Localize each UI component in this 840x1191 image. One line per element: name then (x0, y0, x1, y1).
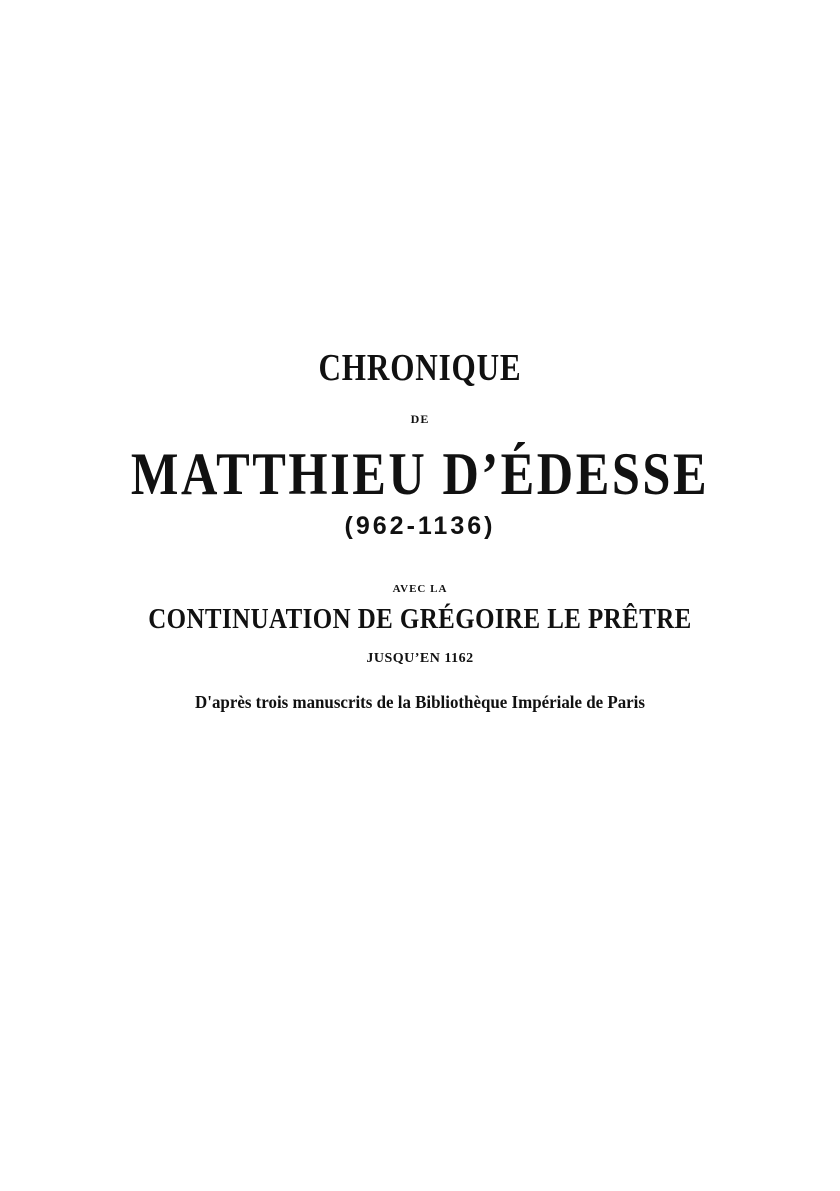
date-range: (962-1136) (344, 512, 496, 540)
author-name: MATTHIEU D’ÉDESSE (130, 441, 710, 507)
continuation-end-date: JUSQU’EN 1162 (366, 651, 474, 666)
work-title: CHRONIQUE (318, 347, 522, 389)
title-connector-de: DE (410, 412, 430, 426)
manuscript-source-note: D'après trois manuscrits de la Bibliothèque Impériale de Paris (195, 692, 645, 712)
continuation-title: CONTINUATION DE GRÉGOIRE LE PRÊTRE (148, 603, 692, 635)
title-connector-avec-la: AVEC LA (392, 583, 448, 595)
